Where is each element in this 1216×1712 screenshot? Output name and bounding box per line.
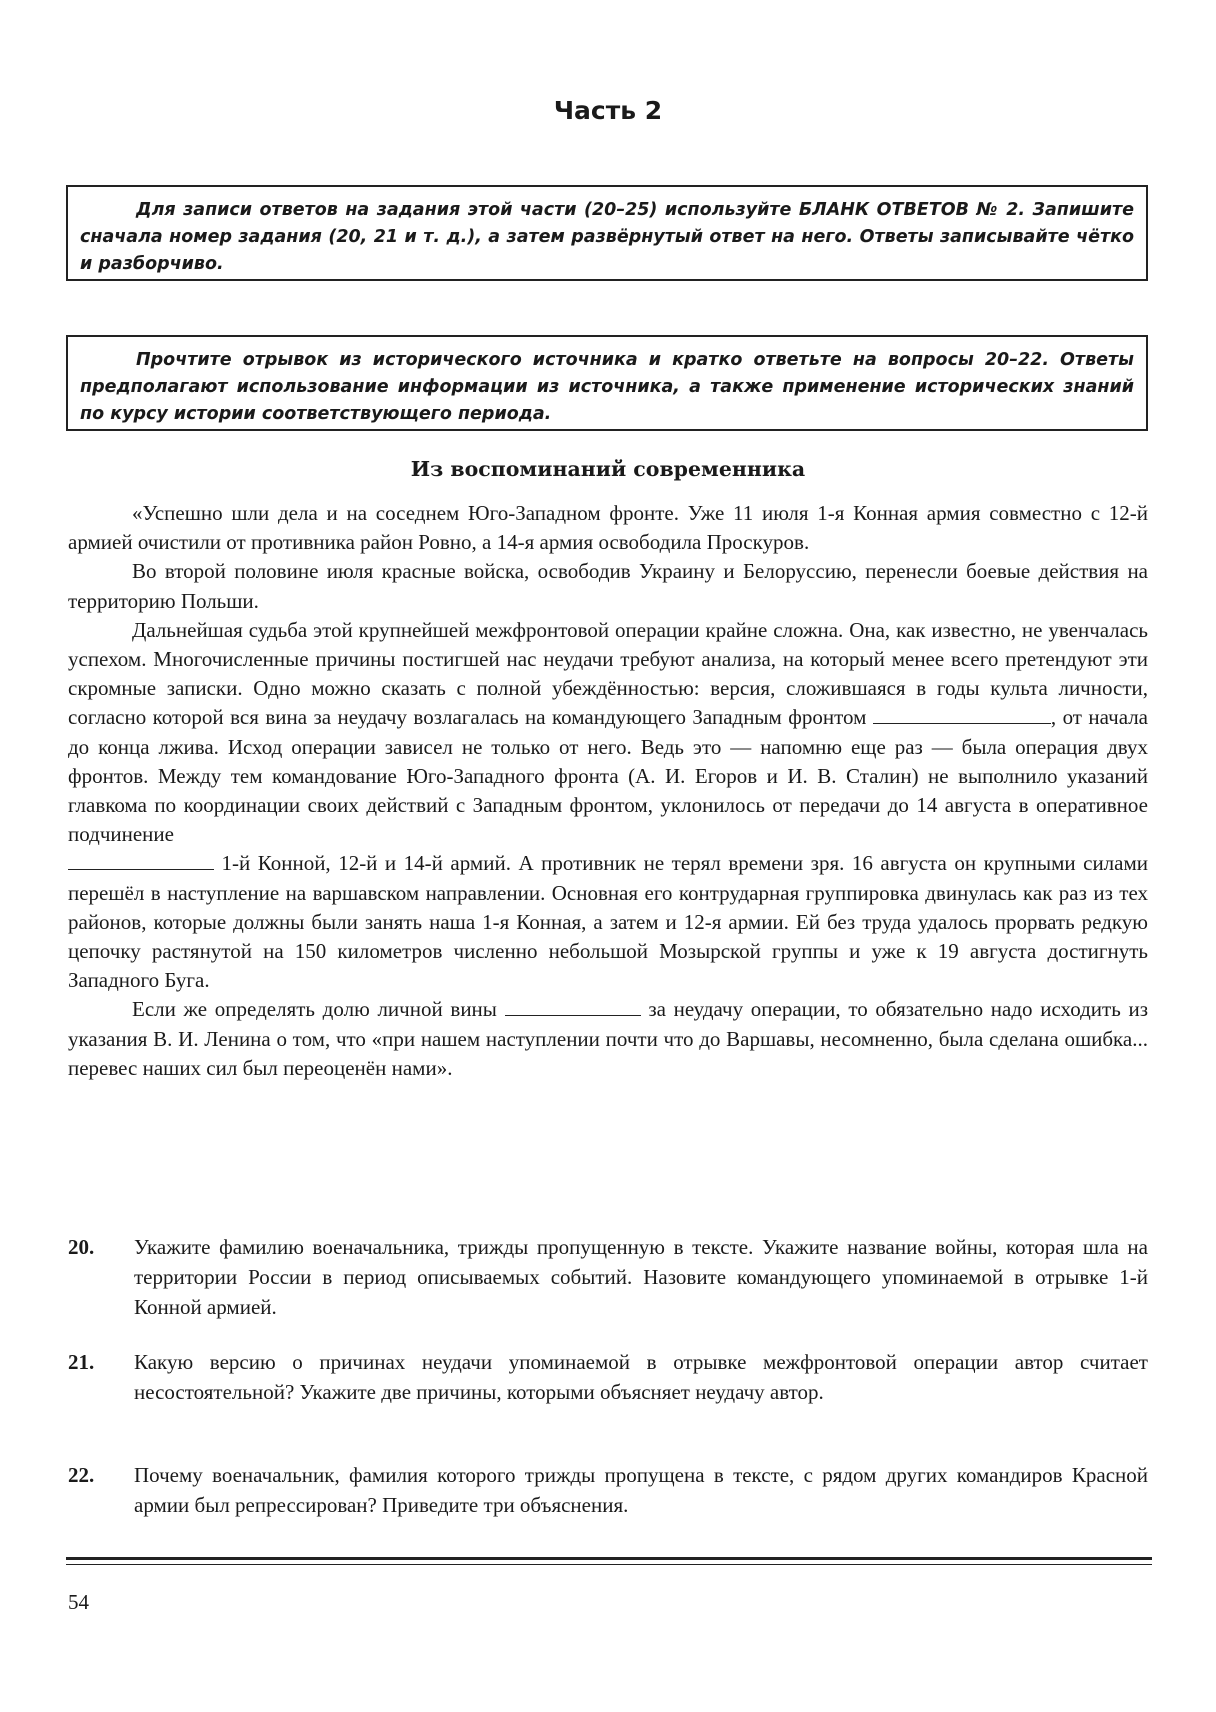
instruction-text: Для записи ответов на задания этой части (20–25) используйте БЛАНК ОТВЕТОВ № 2. Запишите сначала номер задания (20, 21 и т. д.), а затем развёрнутый ответ на него. Ответы записывайте чётко и разборчиво. — [80, 200, 1134, 274]
footer-divider-thin — [66, 1564, 1152, 1565]
question-22 — [68, 1460, 1148, 1520]
question-number: 20. — [68, 1235, 95, 1259]
question-number: 21. — [68, 1350, 95, 1374]
question-text: Укажите фамилию военачальника, трижды пропущенную в тексте. Укажите название войны, которая шла на территории России в период описываемых событий. Назовите командующего упоминаемой в отрывке 1-й Конной армией. — [134, 1235, 1148, 1319]
question-text: Какую версию о причинах неудачи упоминаемой в отрывке межфронтовой операции автор считает несостоятельной? Укажите две причины, которыми объясняет неудачу автор. — [134, 1350, 1148, 1404]
answer-blank-2 — [68, 851, 214, 870]
question-number: 22. — [68, 1463, 95, 1487]
source-paragraph-4 — [68, 995, 1148, 1083]
question-text: Почему военачальник, фамилия которого трижды пропущена в тексте, с рядом других командиров Красной армии был репрессирован? Приведите три объяснения. — [134, 1463, 1148, 1517]
reading-instruction-box — [66, 335, 1148, 431]
source-title: Из воспоминаний современника — [410, 457, 806, 481]
source-text-fragment: за неудачу операции, то обязательно надо исходить из указания В. И. Ленина о том, что «при нашем наступлении почти что до Варшавы, несомненно, была сделана ошибка... перевес наших сил был переоценён нами». — [68, 997, 1149, 1080]
instruction-box — [66, 185, 1148, 281]
source-paragraph-2: Во второй половине июля красные войска, освободив Украину и Белоруссию, перенесли боевые действия на территорию Польши. — [68, 559, 1148, 613]
question-21 — [68, 1347, 1148, 1407]
source-paragraph-1: «Успешно шли дела и на соседнем Юго-Западном фронте. Уже 11 июля 1-я Конная армия совместно с 12-й армией очистили от противника район Ровно, а 14-я армия освободила Проскуров. — [68, 501, 1148, 555]
source-text-fragment: Если же определять долю личной вины — [132, 997, 497, 1022]
answer-blank-1 — [873, 705, 1051, 724]
source-paragraph-3 — [68, 616, 1148, 996]
source-text-fragment: Дальнейшая судьба этой крупнейшей межфронтовой операции крайне сложна. Она, как известно, не увенчалась успехом. Многочисленные причины постигшей нас неудачи требуют анализа, на который менее всего претендуют эти скромные записки. Одно можно сказать с полной убеждённостью: версия, сложившаяся в годы культа личности, согласно которой вся вина за неудачу возлагалась на командующего Западным фронтом — [68, 617, 1148, 730]
footer-divider — [66, 1557, 1152, 1560]
reading-instruction-text: Прочтите отрывок из исторического источника и кратко ответьте на вопросы 20–22. Ответы предполагают использование информации из источника, а также применение исторических знаний по курсу истории соответствующего периода. — [80, 350, 1134, 424]
source-text-fragment: , от начала до конца лжива. Исход операции зависел не только от него. Ведь это — напомню еще раз — была операция двух фронтов. Между тем командование Юго-Западного фронта (А. И. Егоров и И. В. Сталин) не выполнило указаний главкома по координации своих действий с Западным фронтом, уклонилось от передачи до 14 августа в оперативное подчинение — [68, 705, 1148, 847]
question-20 — [68, 1232, 1148, 1322]
source-text-fragment: 1-й Конной, 12-й и 14-й армий. А противник не терял времени зря. 16 августа он крупными силами перешёл в наступление на варшавском направлении. Основная его контрударная группировка двинулась как раз из тех районов, которые должны были занять наша 1-я Конная, а затем и 12-я армии. Ей без труда удалось прорвать редкую цепочку растянутой на 150 километров численно небольшой Мозырской группы и уже к 19 августа достигнуть Западного Буга. — [68, 851, 1149, 993]
page-number: 54 — [68, 1590, 89, 1614]
source-text — [68, 499, 1148, 1083]
page-title: Часть 2 — [553, 96, 663, 125]
answer-blank-3 — [505, 997, 641, 1016]
